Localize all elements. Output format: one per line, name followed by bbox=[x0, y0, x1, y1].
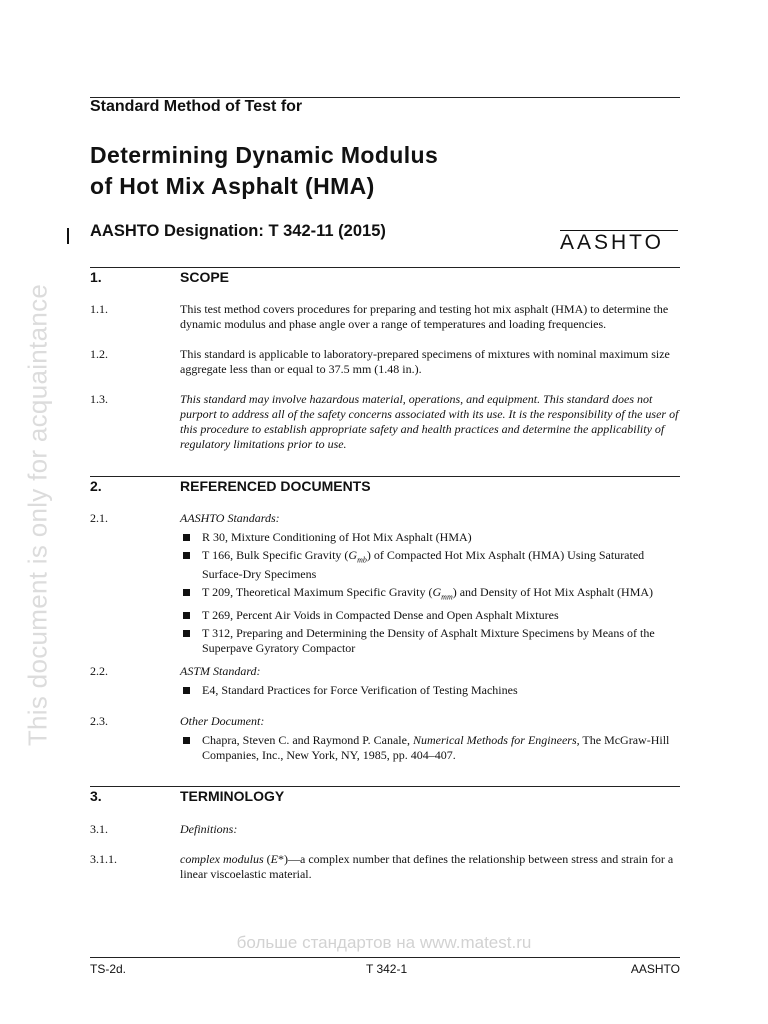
bullet-square-icon bbox=[183, 612, 190, 619]
para-2-3-number: 2.3. bbox=[90, 714, 108, 728]
list-item: T 209, Theoretical Maximum Specific Gravity $(G_{mm})$ and Density of Hot Mix Asphalt (HMA) bbox=[180, 585, 680, 604]
section-1-rule bbox=[90, 267, 680, 268]
section-1-number: 1. bbox=[90, 269, 102, 285]
footer-left: TS-2d. bbox=[90, 962, 127, 976]
bullet-square-icon bbox=[183, 589, 190, 596]
term: complex modulus bbox=[180, 852, 264, 866]
other-documents-list bbox=[180, 733, 680, 766]
para-3-1-number: 3.1. bbox=[90, 822, 108, 836]
para-3-1-1-text: complex modulus (E*)—a complex number that defines the relationship between stress and strain for a linear viscoelastic material. bbox=[180, 852, 674, 881]
para-1-1-text: This test method covers procedures for preparing and testing hot mix asphalt (HMA) to determine the dynamic modulus and phase angle over a range of temperatures and loading frequencies. bbox=[180, 302, 669, 331]
section-3-number: 3. bbox=[90, 788, 102, 804]
section-3-title: TERMINOLOGY bbox=[180, 788, 285, 804]
title-line-2: of Hot Mix Asphalt (HMA) bbox=[90, 173, 375, 199]
list-item: T 166, Bulk Specific Gravity $(G_{mb})$ of Compacted Hot Mix Asphalt (HMA) Using Saturated Surface-Dry Specimens bbox=[180, 548, 680, 582]
list-item: T 312, Preparing and Determining the Density of Asphalt Mixture Specimens by Means of the Superpave Gyratory Compactor bbox=[180, 626, 680, 656]
bullet-square-icon bbox=[183, 737, 190, 744]
list-item: Chapra, Steven C. and Raymond P. Canale, Numerical Methods for Engineers, The McGraw-Hill Companies, Inc., New York, NY, 1985, pp. 404–407. bbox=[180, 733, 680, 763]
section-2-title: REFERENCED DOCUMENTS bbox=[180, 478, 371, 494]
section-3-rule bbox=[90, 786, 680, 787]
aashto-standards-list bbox=[180, 530, 680, 659]
para-1-1-number: 1.1. bbox=[90, 302, 108, 316]
section-1-title: SCOPE bbox=[180, 269, 230, 285]
section-2-rule bbox=[90, 476, 680, 477]
footer-right: AASHTO bbox=[630, 962, 680, 976]
bullet-square-icon bbox=[183, 630, 190, 637]
para-2-2-number: 2.2. bbox=[90, 664, 108, 678]
para-1-3-number: 1.3. bbox=[90, 392, 108, 406]
para-3-1-heading: Definitions: bbox=[180, 822, 238, 836]
para-2-2-heading: ASTM Standard: bbox=[180, 664, 261, 678]
designation: AASHTO Designation: T 342-11 (2015) bbox=[90, 222, 386, 240]
title-line-1: Determining Dynamic Modulus bbox=[90, 142, 439, 168]
list-item: R 30, Mixture Conditioning of Hot Mix Asphalt (HMA) bbox=[180, 530, 680, 545]
list-item: E4, Standard Practices for Force Verification of Testing Machines bbox=[180, 683, 680, 698]
para-3-1-1-number: 3.1.1. bbox=[90, 852, 117, 866]
document-title bbox=[90, 140, 438, 202]
watermark-text: This document is only for acquaintance bbox=[22, 283, 53, 747]
para-1-3-text: This standard may involve hazardous material, operations, and equipment. This standard does not purport to address all of the safety concerns associated with its use. It is the responsibility of the user of this procedure to establish appropriate safety and health practices and determine the applicability of regulatory limitations prior to use. bbox=[180, 392, 679, 451]
footer-watermark: больше стандартов на www.matest.ru bbox=[236, 933, 532, 952]
bullet-square-icon bbox=[183, 534, 190, 541]
para-2-1-heading: AASHTO Standards: bbox=[180, 511, 280, 525]
change-bar bbox=[67, 228, 69, 244]
para-1-2-number: 1.2. bbox=[90, 347, 108, 361]
list-item: T 269, Percent Air Voids in Compacted Dense and Open Asphalt Mixtures bbox=[180, 608, 680, 623]
para-2-1-number: 2.1. bbox=[90, 511, 108, 525]
footer-page-number: T 342-1 bbox=[366, 962, 408, 976]
document-subtitle: Standard Method of Test for bbox=[90, 98, 303, 115]
bullet-square-icon bbox=[183, 687, 190, 694]
astm-standards-list bbox=[180, 683, 680, 701]
para-1-2-text: This standard is applicable to laboratory-prepared specimens of mixtures with nominal maximum size aggregate less than or equal to 37.5 mm (1.48 in.). bbox=[180, 347, 670, 376]
para-2-3-heading: Other Document: bbox=[180, 714, 265, 728]
section-2-number: 2. bbox=[90, 478, 102, 494]
footer-rule bbox=[90, 957, 680, 958]
aashto-logo: AASHTO bbox=[560, 230, 678, 255]
bullet-square-icon bbox=[183, 552, 190, 559]
